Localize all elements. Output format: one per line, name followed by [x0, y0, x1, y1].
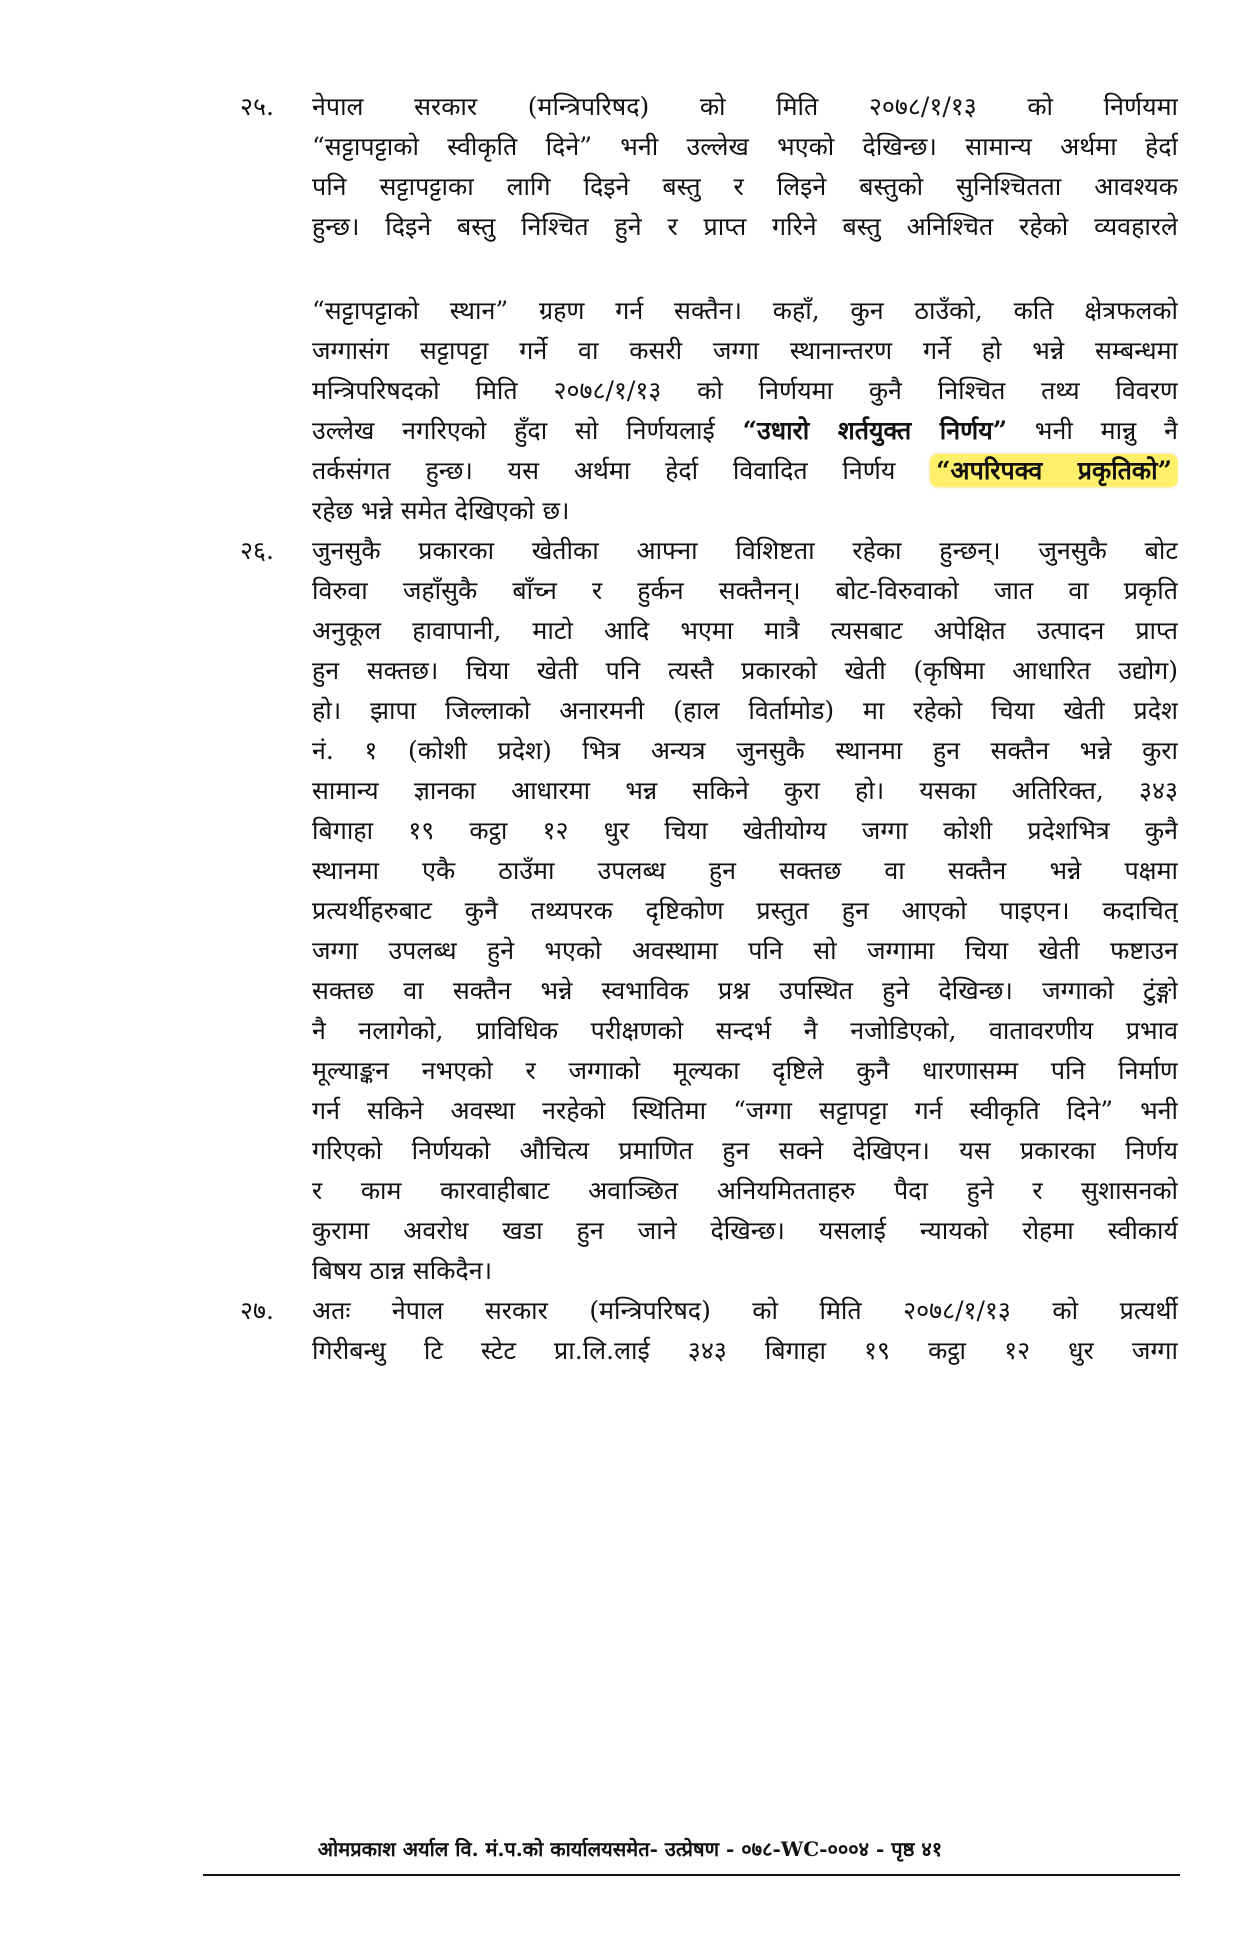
text-line: नै नलागेको, प्राविधिक परीक्षणको सन्दर्भ नै नजोडिएको, वातावरणीय प्रभाव: [312, 1016, 1178, 1045]
text-line: गरिएको निर्णयको औचित्य प्रमाणित हुन सक्ने देखिएन। यस प्रकारका निर्णय: [312, 1136, 1178, 1165]
text-line: “सट्टापट्टाको स्वीकृति दिने” भनी उल्लेख भएको देखिन्छ। सामान्य अर्थमा हेर्दा: [312, 132, 1178, 161]
text-segment: तर्कसंगत हुन्छ। यस अर्थमा हेर्दा विवादित निर्णय: [312, 456, 931, 485]
paragraph-number: २६.: [240, 536, 274, 565]
text-line: बिषय ठान्न सकिदैन।: [312, 1256, 493, 1285]
text-line: विरुवा जहाँसुकै बाँच्न र हुर्कन सक्तैनन्। बोट-विरुवाको जात वा प्रकृति: [312, 576, 1178, 605]
text-line: “सट्टापट्टाको स्थान” ग्रहण गर्न सक्तैन। कहाँ, कुन ठाउँको, कति क्षेत्रफलको: [312, 296, 1178, 325]
highlighted-phrase: “अपरिपक्व प्रकृतिको”: [930, 454, 1178, 487]
footer-divider: [203, 1874, 1180, 1876]
paragraph-number: २७.: [240, 1296, 274, 1325]
text-line: सक्तछ वा सक्तैन भन्ने स्वभाविक प्रश्न उपस्थित हुने देखिन्छ। जग्गाको टुंङ्गो: [312, 976, 1178, 1005]
text-line: मन्त्रिपरिषदको मिति २०७८/१/१३ को निर्णयमा कुनै निश्चित तथ्य विवरण: [312, 376, 1178, 405]
text-line: प्रत्यर्थीहरुबाट कुनै तथ्यपरक दृष्टिकोण प्रस्तुत हुन आएको पाइएन। कदाचित्: [312, 896, 1178, 925]
text-line: जुनसुकै प्रकारका खेतीका आफ्ना विशिष्टता रहेका हुन्छन्। जुनसुकै बोट: [312, 536, 1178, 565]
text-line: नेपाल सरकार (मन्त्रिपरिषद) को मिति २०७८/१/१३ को निर्णयमा: [312, 92, 1178, 121]
text-line: नं. १ (कोशी प्रदेश) भित्र अन्यत्र जुनसुकै स्थानमा हुन सक्तैन भन्ने कुरा: [312, 736, 1178, 765]
text-line: रहेछ भन्ने समेत देखिएको छ।: [312, 496, 570, 525]
paragraph-number: २५.: [240, 92, 274, 121]
text-line: र काम कारवाहीबाट अवाञ्छित अनियमितताहरु पैदा हुने र सुशासनको: [312, 1176, 1178, 1205]
text-line: कुरामा अवरोध खडा हुन जाने देखिन्छ। यसलाई न्यायको रोहमा स्वीकार्य: [312, 1216, 1178, 1245]
text-segment: भनी मान्नु नै: [1007, 416, 1178, 445]
text-segment: उल्लेख नगरिएको हुँदा सो निर्णयलाई: [312, 416, 743, 445]
text-line: पनि सट्टापट्टाका लागि दिइने बस्तु र लिइने बस्तुको सुनिश्चितता आवश्यक: [312, 172, 1178, 201]
text-line: बिगाहा १९ कट्ठा १२ धुर चिया खेतीयोग्य जग्गा कोशी प्रदेशभित्र कुनै: [312, 816, 1178, 845]
text-line: अनुकूल हावापानी, माटो आदि भएमा मात्रै त्यसबाट अपेक्षित उत्पादन प्राप्त: [312, 616, 1178, 645]
text-line: जग्गासंग सट्टापट्टा गर्ने वा कसरी जग्गा स्थानान्तरण गर्ने हो भन्ने सम्बन्धमा: [312, 336, 1178, 365]
text-line: मूल्याङ्कन नभएको र जग्गाको मूल्यका दृष्टिले कुनै धारणासम्म पनि निर्माण: [312, 1056, 1178, 1085]
text-line: स्थानमा एकै ठाउँमा उपलब्ध हुन सक्तछ वा सक्तैन भन्ने पक्षमा: [312, 856, 1178, 885]
text-line: गिरीबन्धु टि स्टेट प्रा.लि.लाई ३४३ बिगाहा १९ कट्ठा १२ धुर जग्गा: [312, 1336, 1178, 1365]
text-line: हो। झापा जिल्लाको अनारमनी (हाल विर्तामोड) मा रहेको चिया खेती प्रदेश: [312, 696, 1178, 725]
text-line: जग्गा उपलब्ध हुने भएको अवस्थामा पनि सो जग्गामा चिया खेती फष्टाउन: [312, 936, 1178, 965]
text-line: हुन्छ। दिइने बस्तु निश्चित हुने र प्राप्त गरिने बस्तु अनिश्चित रहेको व्यवहारले: [312, 212, 1178, 241]
text-line: गर्न सकिने अवस्था नरहेको स्थितिमा “जग्गा सट्टापट्टा गर्न स्वीकृति दिने” भनी: [312, 1096, 1178, 1125]
text-line: अतः नेपाल सरकार (मन्त्रिपरिषद) को मिति २०७८/१/१३ को प्रत्यर्थी: [312, 1296, 1178, 1325]
bold-phrase: “उधारो शर्तयुक्त निर्णय”: [742, 416, 1008, 445]
text-line: हुन सक्तछ। चिया खेती पनि त्यस्तै प्रकारको खेती (कृषिमा आधारित उद्योग): [312, 656, 1178, 685]
page-footer: ओमप्रकाश अर्याल वि. मं.प.को कार्यालयसमेत- उत्प्रेषण - ०७८-WC-०००४ - पृष्ठ ४१: [317, 1837, 943, 1861]
text-line: सामान्य ज्ञानका आधारमा भन्न सकिने कुरा हो। यसका अतिरिक्त, ३४३: [312, 776, 1178, 805]
